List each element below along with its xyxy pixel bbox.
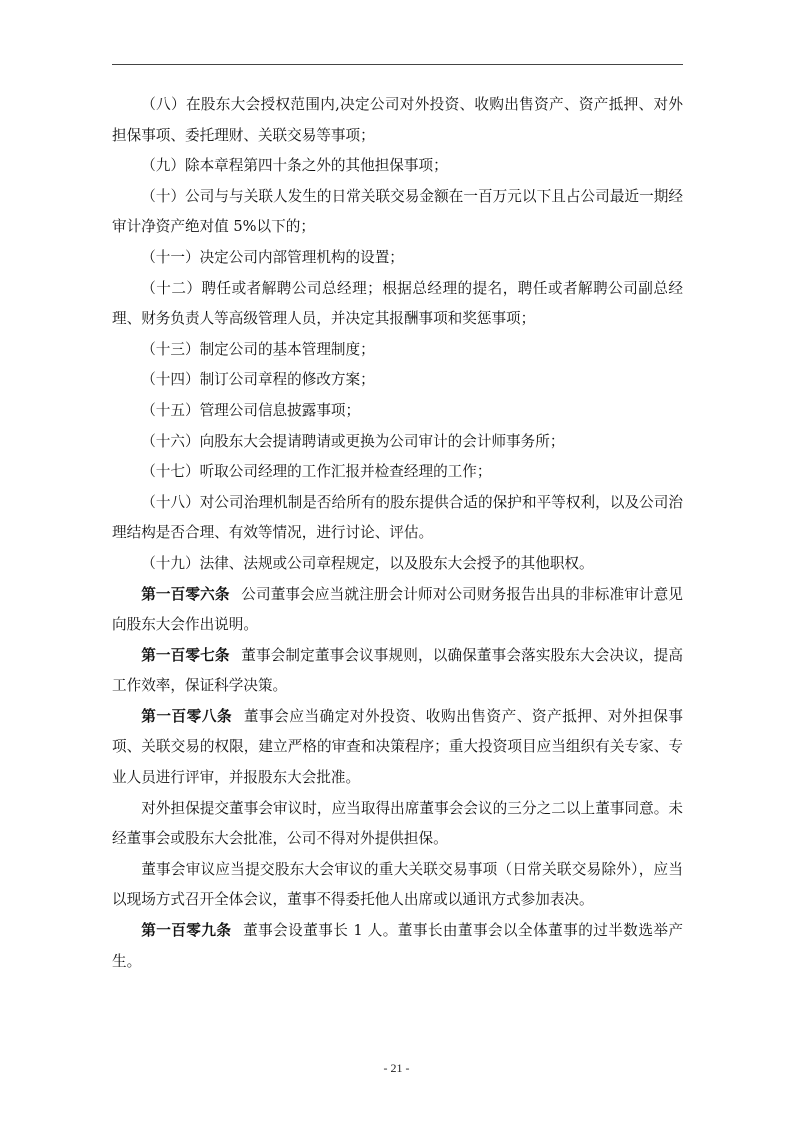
article-108 [112, 702, 683, 794]
paragraph-item-10 [112, 182, 683, 243]
paragraph-text: 公司董事会应当就注册会计师对公司财务报告出具的非标准审计意见向股东大会作出说明。 [112, 585, 683, 634]
paragraph-text: （十九）法律、法规或公司章程规定，以及股东大会授予的其他职权。 [141, 554, 594, 572]
article-heading: 第一百零六条 [141, 585, 230, 603]
article-106 [112, 580, 683, 641]
paragraph-text: （十）公司与与关联人发生的日常关联交易金额在一百万元以下且占公司最近一期经审计净资产绝对值 5%以下的； [112, 187, 683, 236]
paragraph-item-14 [112, 365, 683, 396]
paragraph-item-18 [112, 488, 683, 549]
paragraph-item-8 [112, 90, 683, 151]
article-108-related-party-paragraph [112, 855, 683, 916]
paragraph-text: （十二）聘任或者解聘公司总经理；根据总经理的提名，聘任或者解聘公司副总经理、财务负责人等高级管理人员，并决定其报酬事项和奖惩事项； [112, 279, 683, 328]
paragraph-text: 董事会制定董事会议事规则，以确保董事会落实股东大会决议，提高工作效率，保证科学决策。 [112, 646, 683, 695]
paragraph-text: （十六）向股东大会提请聘请或更换为公司审计的会计师事务所； [141, 432, 565, 450]
paragraph-text: （十八）对公司治理机制是否给所有的股东提供合适的保护和平等权利，以及公司治理结构是否合理、有效等情况，进行讨论、评估。 [112, 493, 683, 542]
paragraph-item-16 [112, 427, 683, 458]
article-108-guarantee-paragraph [112, 794, 683, 855]
article-109 [112, 916, 683, 977]
article-107 [112, 641, 683, 702]
paragraph-text: （八）在股东大会授权范围内,决定公司对外投资、收购出售资产、资产抵押、对外担保事项、委托理财、关联交易等事项； [112, 96, 683, 144]
article-heading: 第一百零九条 [141, 922, 232, 940]
page-number: - 21 - [383, 1061, 410, 1075]
paragraph-text: （十四）制订公司章程的修改方案； [141, 371, 375, 389]
document-body [112, 90, 683, 977]
paragraph-item-12 [112, 274, 683, 335]
header-divider [112, 64, 683, 65]
paragraph-text: （十一）决定公司内部管理机构的设置； [141, 248, 404, 266]
paragraph-item-9 [112, 151, 683, 182]
article-heading: 第一百零八条 [141, 707, 233, 725]
paragraph-text: 董事会应当确定对外投资、收购出售资产、资产抵押、对外担保事项、关联交易的权限，建立严格的审查和决策程序；重大投资项目应当组织有关专家、专业人员进行评审，并报股东大会批准。 [112, 707, 683, 787]
paragraph-text: （十五）管理公司信息披露事项； [141, 401, 361, 419]
article-heading: 第一百零七条 [141, 646, 230, 664]
paragraph-text: （十三）制定公司的基本管理制度； [141, 340, 375, 358]
paragraph-item-13 [112, 335, 683, 366]
paragraph-text: （十七）听取公司经理的工作汇报并检查经理的工作； [141, 463, 492, 481]
paragraph-text: 董事会设董事长 1 人。董事长由董事会以全体董事的过半数选举产生。 [112, 922, 683, 970]
paragraph-item-11 [112, 243, 683, 274]
paragraph-item-17 [112, 457, 683, 488]
paragraph-text: 董事会审议应当提交股东大会审议的重大关联交易事项（日常关联交易除外），应当以现场方式召开全体会议，董事不得委托他人出席或以通讯方式参加表决。 [112, 860, 683, 909]
paragraph-item-15 [112, 396, 683, 427]
paragraph-text: （九）除本章程第四十条之外的其他担保事项； [141, 157, 448, 175]
paragraph-text: 对外担保提交董事会审议时，应当取得出席董事会会议的三分之二以上董事同意。未经董事会或股东大会批准，公司不得对外提供担保。 [112, 799, 683, 848]
paragraph-item-19 [112, 549, 683, 580]
